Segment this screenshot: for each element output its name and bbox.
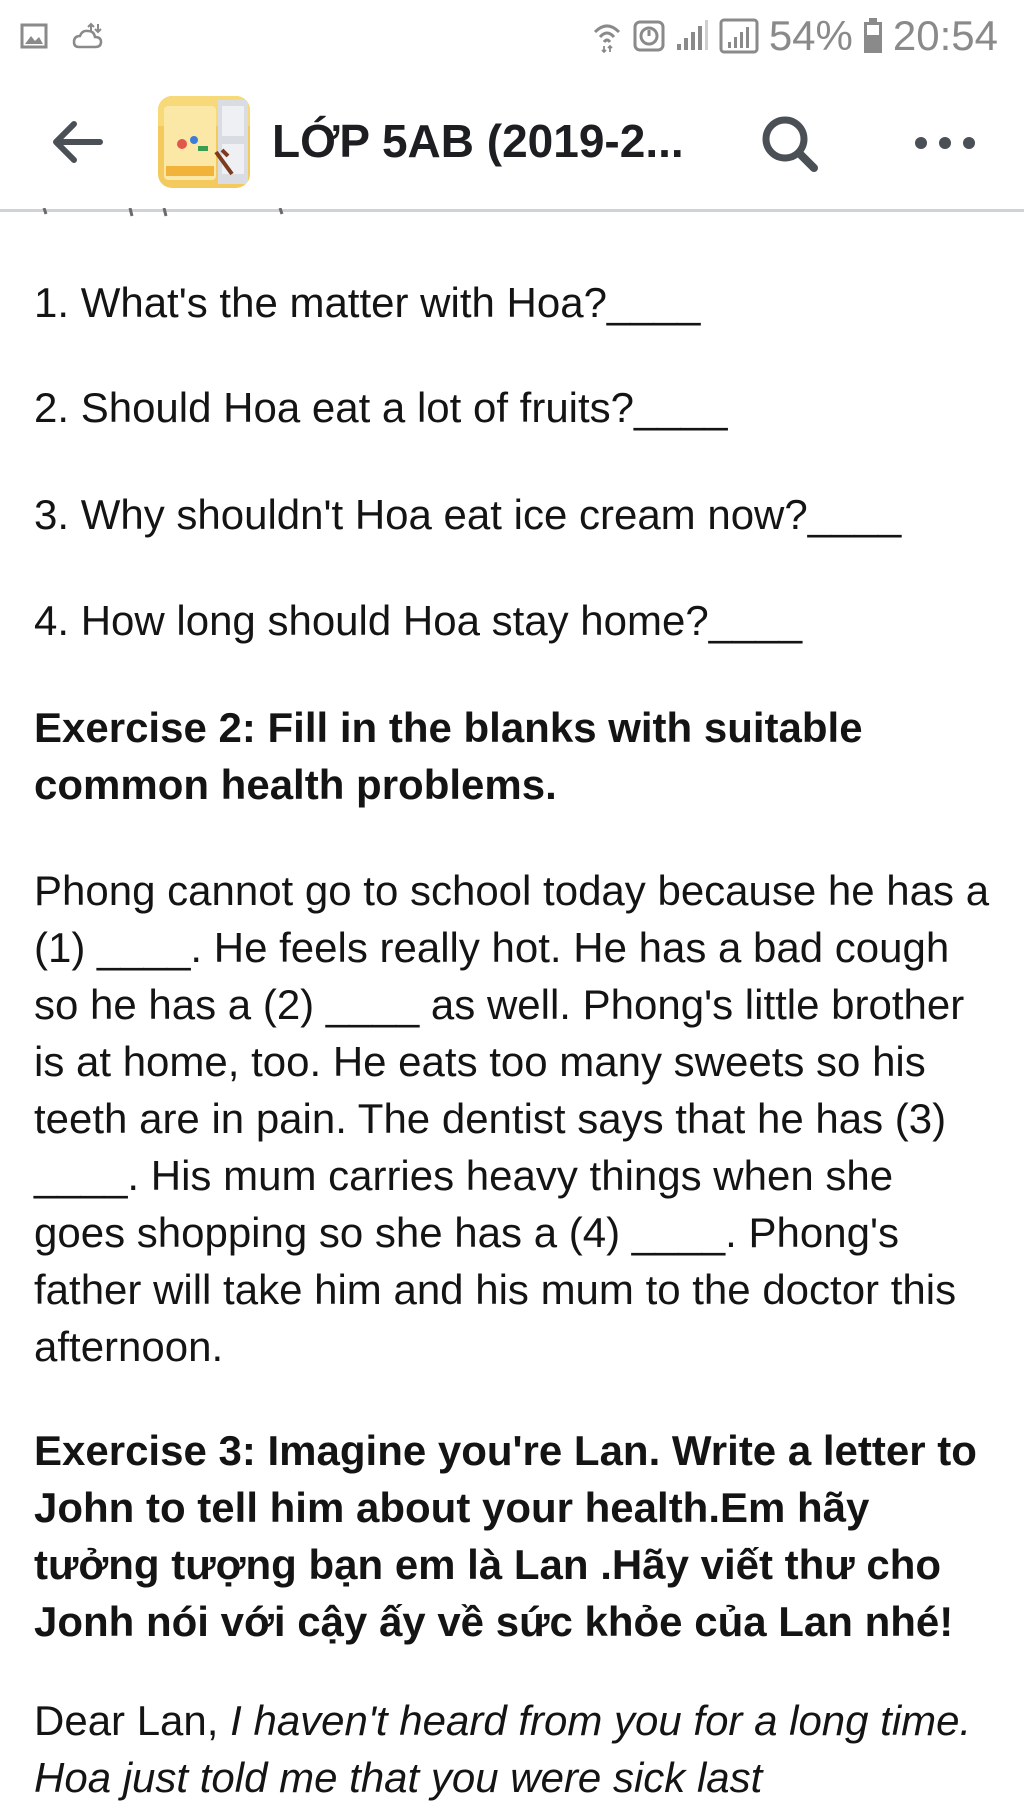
- cloud-sync-icon: [70, 20, 106, 52]
- letter-text: [34, 1692, 994, 1806]
- signal-sim2-icon: [719, 18, 759, 54]
- wifi-icon: [591, 18, 623, 54]
- letter-body: I haven't heard from you for a long time. Hoa just told me that you were sick last: [34, 1697, 972, 1801]
- more-button[interactable]: [912, 128, 978, 158]
- status-left: [0, 20, 106, 52]
- letter-greeting: Dear Lan,: [34, 1697, 231, 1744]
- group-avatar[interactable]: [158, 96, 250, 188]
- group-title[interactable]: LỚP 5AB (2019-2...: [272, 115, 684, 167]
- status-bar: [0, 0, 1024, 72]
- exercise-3-heading: Exercise 3: Imagine you're Lan. Write a letter to John to tell him about your health.Em hãy tưởng tượng bạn em là Lan .Hãy viết thư cho Jonh nói với cậy ấy về sức khỏe của Lan nhé!: [34, 1427, 977, 1645]
- battery-icon: [863, 18, 883, 54]
- signal-icon: [675, 20, 709, 52]
- search-button[interactable]: [758, 112, 822, 176]
- battery-percent: 54%: [768, 12, 853, 59]
- question-3: 3. Why shouldn't Hoa eat ice cream now?____: [34, 491, 902, 538]
- status-right: [591, 12, 1024, 60]
- search-icon: [758, 112, 822, 176]
- question-4: 4. How long should Hoa stay home?____: [34, 597, 803, 644]
- back-button[interactable]: [48, 118, 108, 166]
- app-bar: [0, 72, 1024, 212]
- clock: 20:54: [892, 12, 998, 59]
- clipped-text-row: [34, 207, 334, 219]
- more-icon: [912, 128, 978, 158]
- exercise-2-heading: Exercise 2: Fill in the blanks with suitable common health problems.: [34, 704, 863, 808]
- question-2: 2. Should Hoa eat a lot of fruits?____: [34, 384, 728, 431]
- gallery-icon: [20, 23, 48, 49]
- exercise-2-paragraph: Phong cannot go to school today because he has a (1) ____. He feels really hot. He has a bad cough so he has a (2) ____ as well. Phong's little brother is at home, too. He eats too many sweets so his teeth are in pain. The dentist says that he has (3) ____. His mum carries heavy things when she goes shopping so she has a (4) ____. Phong's father will take him and his mum to the doctor this afternoon.: [34, 867, 990, 1370]
- question-1: 1. What's the matter with Hoa?____: [34, 279, 701, 326]
- back-arrow-icon: [48, 118, 108, 166]
- data-saver-icon: [633, 20, 665, 52]
